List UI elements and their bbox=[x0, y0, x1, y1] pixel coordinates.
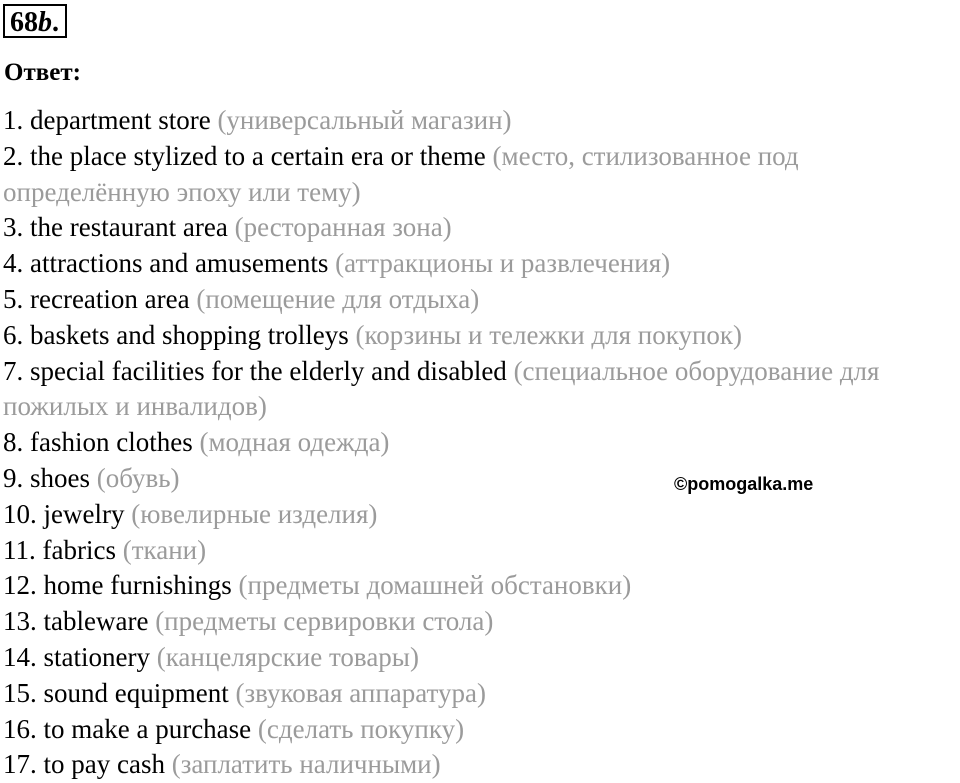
item-english: fashion clothes bbox=[30, 427, 193, 458]
item-number: 17. bbox=[3, 749, 37, 780]
list-item bbox=[3, 604, 960, 640]
item-translation: (ресторанная зона) bbox=[234, 212, 452, 243]
item-english: to pay cash bbox=[43, 749, 165, 780]
list-item bbox=[3, 103, 960, 139]
item-english: tableware bbox=[43, 606, 149, 637]
item-english: special facilities for the elderly and disabled bbox=[30, 355, 507, 386]
list-item bbox=[3, 640, 960, 676]
list-item bbox=[3, 676, 960, 712]
item-translation: (помещение для отдыха) bbox=[196, 283, 480, 314]
item-translation: (специальное оборудование для пожилых и инвалидов) bbox=[3, 355, 880, 422]
exercise-letter: b bbox=[38, 7, 52, 38]
item-english: attractions and amusements bbox=[30, 248, 329, 279]
item-english: the place stylized to a certain era or theme bbox=[30, 140, 486, 171]
item-english: to make a purchase bbox=[43, 713, 252, 744]
list-item bbox=[3, 497, 960, 533]
item-english: recreation area bbox=[30, 283, 190, 314]
item-number: 14. bbox=[3, 641, 37, 672]
item-english: baskets and shopping trolleys bbox=[30, 319, 349, 350]
item-number: 9. bbox=[3, 462, 24, 493]
list-item bbox=[3, 712, 960, 748]
list-item bbox=[3, 533, 960, 569]
item-english: shoes bbox=[30, 462, 90, 493]
item-english: home furnishings bbox=[43, 570, 232, 601]
list-item bbox=[3, 568, 960, 604]
exercise-dot: . bbox=[52, 7, 59, 38]
item-translation: (предметы сервировки стола) bbox=[155, 606, 494, 637]
item-translation: (канцелярские товары) bbox=[156, 641, 419, 672]
item-translation: (универсальный магазин) bbox=[217, 105, 512, 135]
exercise-number: 68 bbox=[10, 7, 38, 38]
answer-list bbox=[3, 103, 960, 783]
item-number: 7. bbox=[3, 355, 24, 386]
item-translation: (модная одежда) bbox=[199, 427, 390, 458]
item-number: 10. bbox=[3, 498, 37, 529]
item-number: 4. bbox=[3, 248, 24, 279]
item-number: 15. bbox=[3, 677, 37, 708]
item-translation: (место, стилизованное под определённую эпоху или тему) bbox=[3, 140, 799, 207]
item-english: the restaurant area bbox=[30, 212, 228, 243]
item-translation: (обувь) bbox=[96, 462, 180, 493]
item-translation: (ювелирные изделия) bbox=[131, 498, 378, 529]
list-item bbox=[3, 354, 960, 426]
item-translation: (корзины и тележки для покупок) bbox=[355, 319, 743, 350]
item-number: 11. bbox=[3, 534, 36, 565]
list-item bbox=[3, 210, 960, 246]
item-number: 1. bbox=[3, 105, 24, 135]
item-translation: (звуковая аппаратура) bbox=[235, 677, 486, 708]
answer-heading: Ответ: bbox=[4, 59, 81, 86]
item-translation: (предметы домашней обстановки) bbox=[238, 570, 632, 601]
item-english: department store bbox=[30, 105, 211, 135]
item-english: stationery bbox=[43, 641, 150, 672]
item-number: 6. bbox=[3, 319, 24, 350]
item-number: 16. bbox=[3, 713, 37, 744]
item-english: jewelry bbox=[43, 498, 125, 529]
list-item bbox=[3, 139, 960, 211]
list-item bbox=[3, 282, 960, 318]
item-translation: (ткани) bbox=[122, 534, 207, 565]
item-english: sound equipment bbox=[43, 677, 229, 708]
item-number: 3. bbox=[3, 212, 24, 243]
item-translation: (сделать покупку) bbox=[257, 713, 465, 744]
list-item bbox=[3, 461, 960, 497]
item-number: 13. bbox=[3, 606, 37, 637]
item-number: 2. bbox=[3, 140, 24, 171]
list-item bbox=[3, 246, 960, 282]
list-item bbox=[3, 425, 960, 461]
watermark: ©pomogalka.me bbox=[674, 474, 814, 494]
item-translation: (заплатить наличными) bbox=[171, 749, 441, 780]
item-number: 5. bbox=[3, 283, 24, 314]
item-english: fabrics bbox=[42, 534, 116, 565]
list-item bbox=[3, 318, 960, 354]
list-item bbox=[3, 747, 960, 783]
item-number: 8. bbox=[3, 427, 24, 458]
exercise-number-box bbox=[3, 4, 67, 38]
item-translation: (аттракционы и развлечения) bbox=[335, 248, 671, 279]
item-number: 12. bbox=[3, 570, 37, 601]
